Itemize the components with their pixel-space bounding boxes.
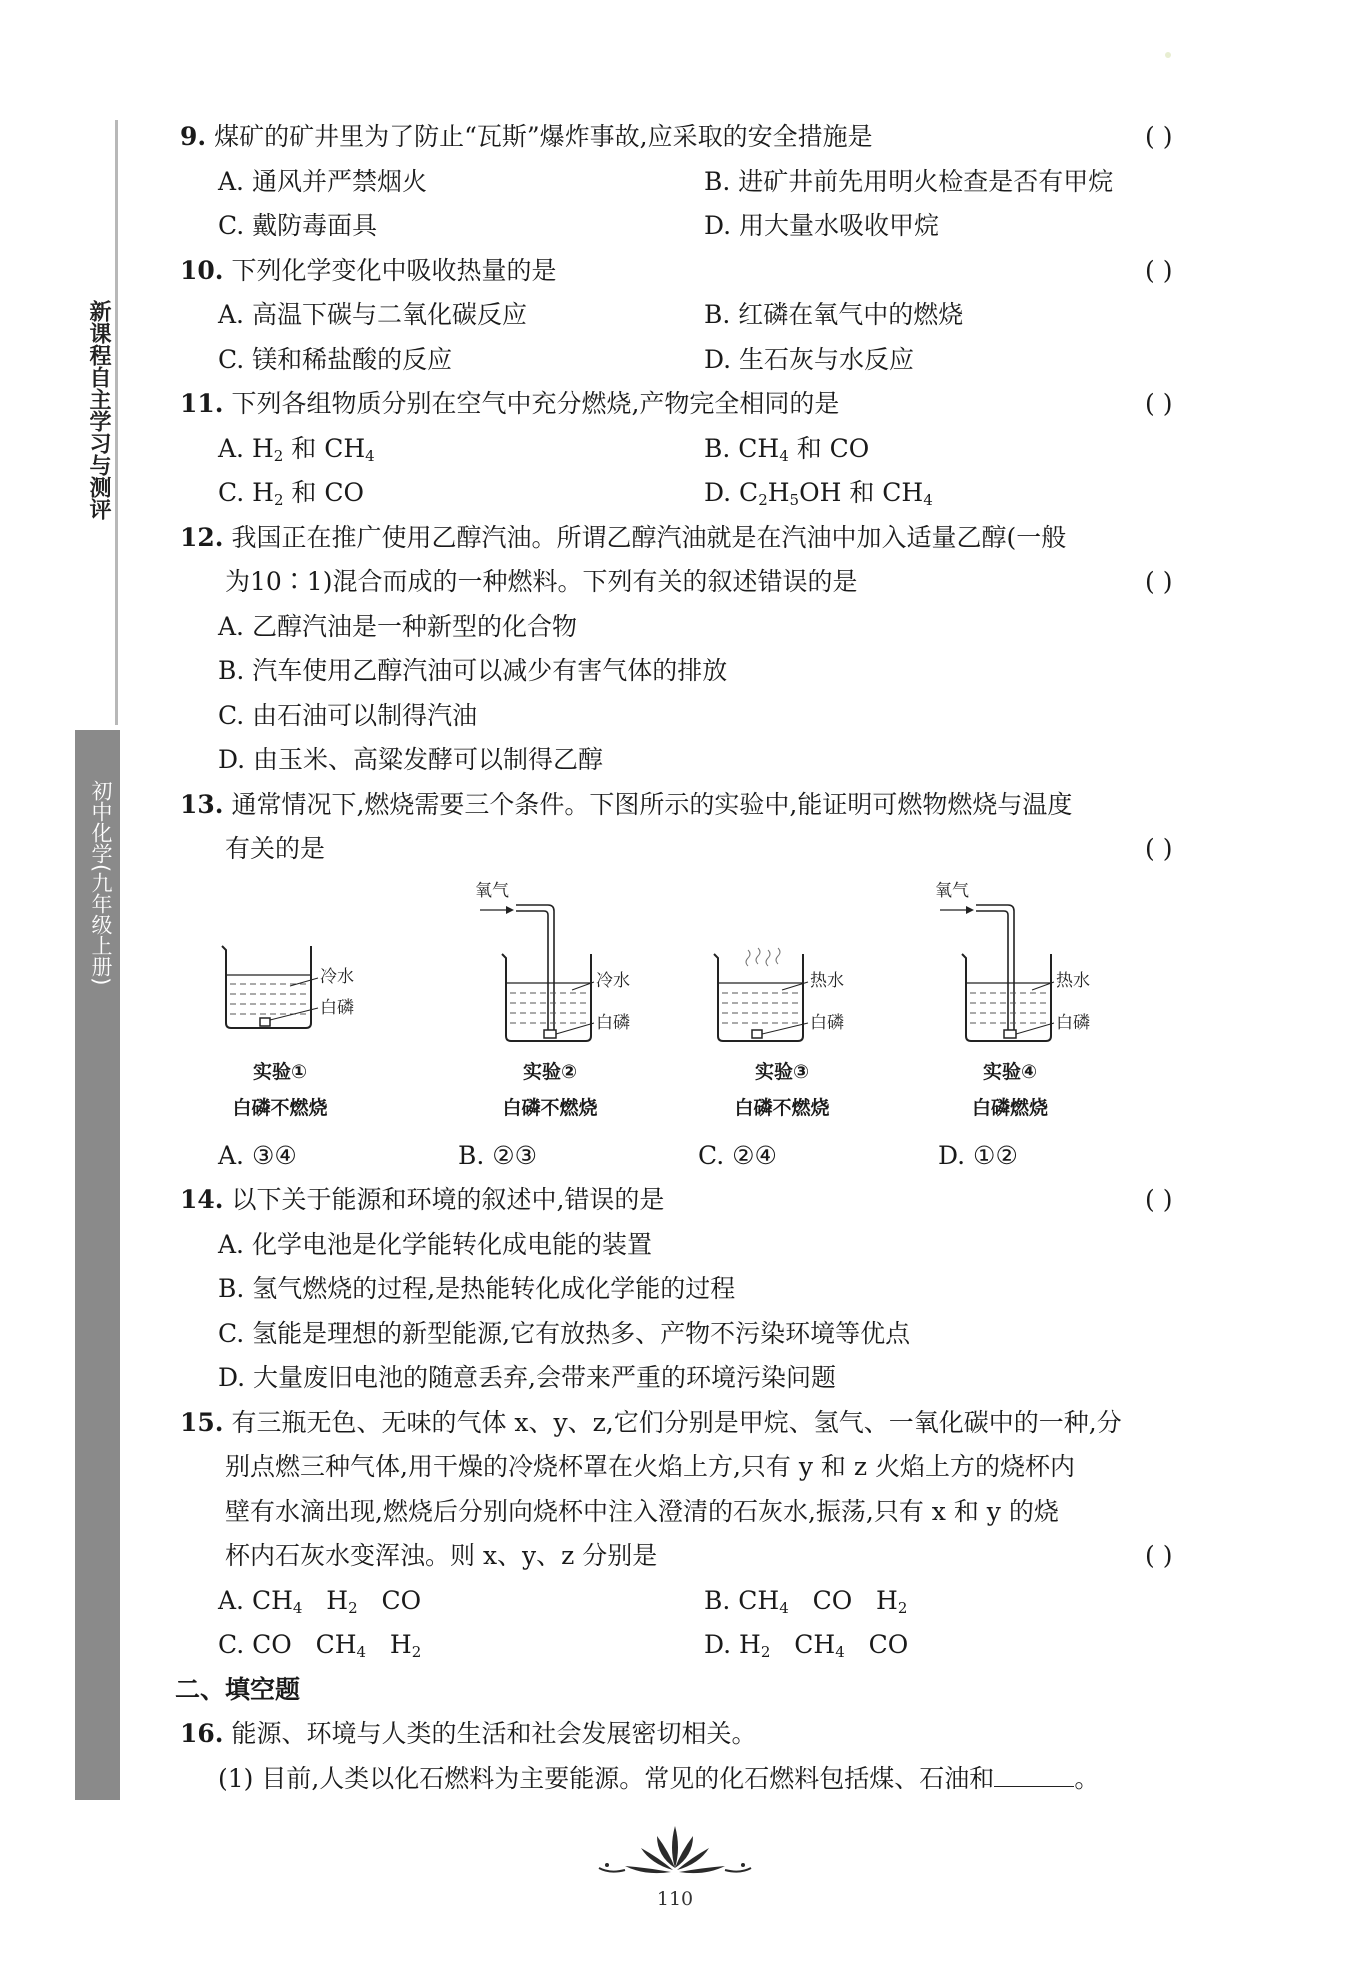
question-15: 15. 有三瓶无色、无味的气体 x、y、z,它们分别是甲烷、氢气、一氧化碳中的一种,分 别点燃三种气体,用干燥的冷烧杯罩在火焰上方,只有 y 和 z 火焰上方的烧杯内 壁有水滴出现,燃烧后分别向烧杯中注入澄清的石灰水,振荡,只有 x 和 y 的烧 杯内石灰水变浑浊。则 x、y、z 分别是 ( ) A. $CH_4$ $H_2$ CO B. $CH_4$ CO $H_2$ C. CO $CH_4$ $H_2$ D. $H_2$ $CH_4$ CO bbox=[180, 1401, 1190, 1668]
question-number: 9. bbox=[180, 122, 207, 151]
sub-question-end: 。 bbox=[1074, 1763, 1100, 1793]
sub-question-text: (1) 目前,人类以化石燃料为主要能源。常见的化石燃料包括煤、石油和 bbox=[218, 1763, 995, 1793]
option-a: A. $H_2$ 和 $CH_4$ bbox=[218, 433, 375, 465]
option-a: A. 高温下碳与二氧化碳反应 bbox=[218, 300, 527, 329]
experiment-result: 白磷不燃烧 bbox=[502, 1096, 598, 1119]
question-12: 12. 我国正在推广使用乙醇汽油。所谓乙醇汽油就是在汽油中加入适量乙醇(一般 为10∶1)混合而成的一种燃料。下列有关的叙述错误的是 ( ) A. 乙醇汽油是一种新型的化合物 B. 汽车使用乙醇汽油可以减少有害气体的排放 C. 由石油可以制得汽油 D. 由玉米、高粱发酵可以制得乙醇 bbox=[180, 516, 1190, 783]
option-c: C. 镁和稀盐酸的反应 bbox=[218, 344, 453, 374]
water-label: 冷水 bbox=[596, 970, 630, 991]
experiment-2 bbox=[475, 878, 720, 1148]
option-b: B. $CH_4$ CO $H_2$ bbox=[704, 1585, 908, 1617]
question-stem: 下列化学变化中吸收热量的是 bbox=[231, 255, 557, 285]
option-b: B. 汽车使用乙醇汽油可以减少有害气体的排放 bbox=[218, 656, 728, 685]
option-b: B. 氢气燃烧的过程,是热能转化成化学能的过程 bbox=[218, 1274, 736, 1303]
question-stem: 煤矿的矿井里为了防止“瓦斯”爆炸事故,应采取的安全措施是 bbox=[214, 122, 873, 151]
question-stem-line-3: 壁有水滴出现,燃烧后分别向烧杯中注入澄清的石灰水,振荡,只有 x 和 y 的烧 bbox=[225, 1496, 1059, 1526]
option-a: A. 化学电池是化学能转化成电能的装置 bbox=[218, 1229, 652, 1259]
option-b: B. 进矿井前先用明火检查是否有甲烷 bbox=[704, 166, 1114, 196]
option-a: A. 乙醇汽油是一种新型的化合物 bbox=[218, 611, 577, 641]
question-stem-line-4: 杯内石灰水变浑浊。则 x、y、z 分别是 bbox=[225, 1541, 658, 1570]
experiment-result: 白磷燃烧 bbox=[971, 1096, 1048, 1119]
option-d: D. 大量废旧电池的随意丢弃,会带来严重的环境污染问题 bbox=[218, 1363, 836, 1392]
option-b: B. 红磷在氧气中的燃烧 bbox=[704, 300, 964, 329]
option-c: C. 戴防毒面具 bbox=[218, 211, 378, 240]
experiment-title: 实验③ bbox=[754, 1060, 810, 1083]
corner-speck bbox=[1165, 52, 1171, 58]
question-13: 13. 通常情况下,燃烧需要三个条件。下图所示的实验中,能证明可燃物燃烧与温度 有关的是 ( ) 冷水 白磷 实验① 白磷不燃烧 氧气 冷水 白磷 实验② 白磷不燃烧 热水 白磷 实验③ 白磷不燃烧 氧气 热水 白磷 实验④ 白磷燃烧 A. ③④ B. ②③ C. ②④ D. ①② bbox=[180, 783, 1190, 1179]
experiment-result: 白磷不燃烧 bbox=[734, 1096, 830, 1119]
section-heading: 二、填空题 bbox=[175, 1674, 301, 1704]
option-d: D. 生石灰与水反应 bbox=[704, 344, 915, 374]
question-number: 12. bbox=[180, 522, 224, 552]
question-14: 14. 以下关于能源和环境的叙述中,错误的是 ( ) A. 化学电池是化学能转化成电能的装置 B. 氢气燃烧的过程,是热能转化成化学能的过程 C. 氢能是理想的新型能源,它有放热多、产物不污染环境等优点 D. 大量废旧电池的随意丢弃,会带来严重的环境污染问题 bbox=[180, 1178, 1190, 1401]
option-c: C. 由石油可以制得汽油 bbox=[218, 700, 478, 730]
question-stem: 下列各组物质分别在空气中充分燃烧,产物完全相同的是 bbox=[231, 389, 840, 418]
leaf-ornament-icon bbox=[595, 1818, 755, 1880]
option-d: D. $H_2$ $CH_4$ CO bbox=[704, 1630, 909, 1661]
option-d: D. 用大量水吸收甲烷 bbox=[704, 211, 940, 240]
experiment-4 bbox=[935, 878, 1180, 1148]
question-stem: 能源、环境与人类的生活和社会发展密切相关。 bbox=[231, 1719, 757, 1748]
question-stem-line-1: 通常情况下,燃烧需要三个条件。下图所示的实验中,能证明可燃物燃烧与温度 bbox=[231, 789, 1073, 819]
sub-question-1 bbox=[180, 1757, 1190, 1802]
question-number: 11. bbox=[180, 389, 224, 418]
oxygen-label: 氧气 bbox=[475, 880, 509, 901]
question-number: 15. bbox=[180, 1407, 224, 1437]
question-stem: 以下关于能源和环境的叙述中,错误的是 bbox=[231, 1185, 665, 1214]
water-label: 热水 bbox=[810, 970, 844, 991]
option-a: A. $CH_4$ $H_2$ CO bbox=[218, 1585, 422, 1617]
water-label: 热水 bbox=[1056, 970, 1090, 991]
experiment-1 bbox=[220, 878, 460, 1148]
experiment-title: 实验② bbox=[522, 1060, 578, 1083]
question-number: 16. bbox=[180, 1719, 224, 1748]
option-d: D. 由玉米、高粱发酵可以制得乙醇 bbox=[218, 745, 604, 774]
experiment-result: 白磷不燃烧 bbox=[232, 1096, 328, 1119]
experiment-3 bbox=[712, 878, 952, 1148]
option-b: B. $CH_4$ 和 CO bbox=[704, 433, 870, 465]
phosphorus-label: 白磷 bbox=[810, 1012, 844, 1033]
option-a: A. 通风并严禁烟火 bbox=[218, 166, 427, 196]
book-title: 初中化学(九年级上册) bbox=[89, 780, 113, 986]
option-d: D. $C_2H_5OH$ 和 $CH_4$ bbox=[704, 478, 933, 509]
series-title: 新课程自主学习与测评 bbox=[86, 300, 111, 520]
option-c: C. $H_2$ 和 CO bbox=[218, 478, 365, 509]
option-c: C. ②④ bbox=[698, 1140, 777, 1170]
question-number: 14. bbox=[180, 1185, 224, 1214]
phosphorus-label: 白磷 bbox=[320, 997, 354, 1018]
question-10: 10. 下列化学变化中吸收热量的是 ( ) A. 高温下碳与二氧化碳反应 B. 红磷在氧气中的燃烧 C. 镁和稀盐酸的反应 D. 生石灰与水反应 bbox=[180, 249, 1190, 383]
phosphorus-label: 白磷 bbox=[1056, 1012, 1090, 1033]
answer-blank[interactable] bbox=[994, 1766, 1074, 1787]
question-stem-line-1: 我国正在推广使用乙醇汽油。所谓乙醇汽油就是在汽油中加入适量乙醇(一般 bbox=[231, 522, 1067, 552]
question-16 bbox=[180, 1712, 1190, 1801]
question-stem-line-2: 为10∶1)混合而成的一种燃料。下列有关的叙述错误的是 bbox=[225, 567, 858, 596]
option-d: D. ①② bbox=[938, 1140, 1018, 1170]
option-c: C. 氢能是理想的新型能源,它有放热多、产物不污染环境等优点 bbox=[218, 1318, 911, 1348]
question-number: 13. bbox=[180, 789, 224, 819]
question-stem-line-1: 有三瓶无色、无味的气体 x、y、z,它们分别是甲烷、氢气、一氧化碳中的一种,分 bbox=[231, 1407, 1122, 1437]
phosphorus-label: 白磷 bbox=[596, 1012, 630, 1033]
question-number: 10. bbox=[180, 255, 224, 285]
question-11: 11. 下列各组物质分别在空气中充分燃烧,产物完全相同的是 ( ) A. $H_2$ 和 $CH_4$ B. $CH_4$ 和 CO C. $H_2$ 和 CO D. $C_2H_5OH$ 和 $CH_4$ bbox=[180, 382, 1190, 516]
option-b: B. ②③ bbox=[458, 1140, 538, 1170]
question-9: 9. 煤矿的矿井里为了防止“瓦斯”爆炸事故,应采取的安全措施是 ( ) A. 通风并严禁烟火 B. 进矿井前先用明火检查是否有甲烷 C. 戴防毒面具 D. 用大量水吸收甲烷 bbox=[180, 115, 1190, 249]
question-list bbox=[175, 115, 1190, 1801]
page-number: 110 bbox=[656, 1888, 694, 1910]
experiment-figures bbox=[180, 878, 1190, 1148]
experiment-title: 实验① bbox=[252, 1060, 308, 1083]
option-a: A. ③④ bbox=[218, 1140, 297, 1170]
water-label: 冷水 bbox=[320, 966, 354, 987]
experiment-title: 实验④ bbox=[982, 1060, 1038, 1083]
question-stem-line-2: 有关的是 bbox=[225, 834, 326, 863]
oxygen-label: 氧气 bbox=[935, 880, 969, 901]
option-c: C. CO $CH_4$ $H_2$ bbox=[218, 1630, 422, 1661]
question-stem-line-2: 别点燃三种气体,用干燥的冷烧杯罩在火焰上方,只有 y 和 z 火焰上方的烧杯内 bbox=[225, 1452, 1075, 1481]
